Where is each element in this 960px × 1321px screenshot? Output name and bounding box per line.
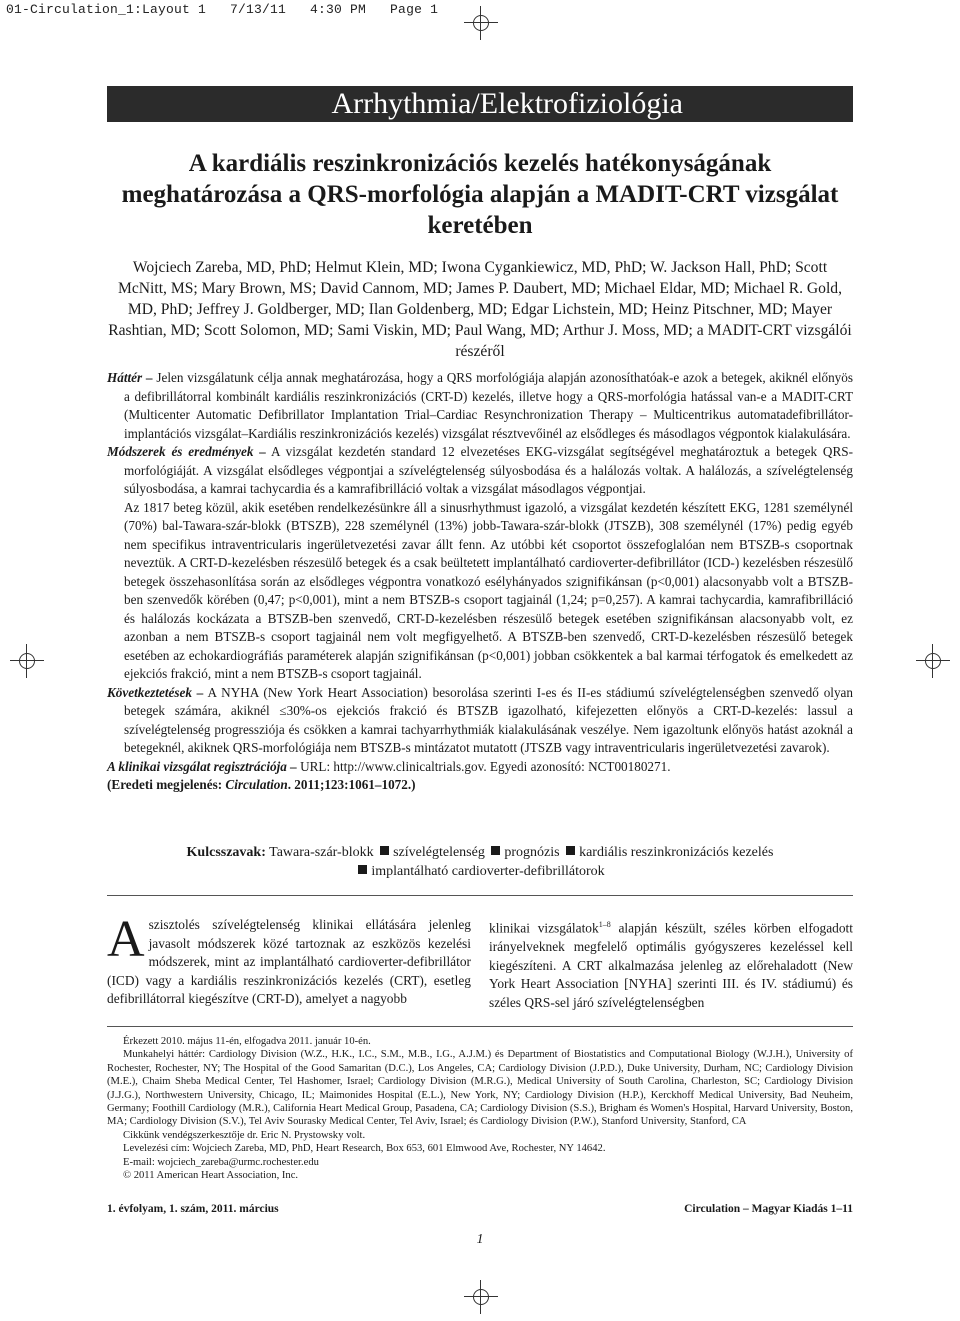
abstract-methods: Módszerek és eredmények – A vizsgálat kezdetén standard 12 elvezetéses EKG-vizsgálat segítségével meghatároztuk a betegek QRS-morfológiáját. A vizsgálat elsődleges végpontjai a szívelégtelenség súlyosbodása és a halálozás voltak. A halálozás, a szívelégtelenség súlyosbodása, a kamrai tachycardia és a kamrafibrilláció voltak a vizsgálat másodlagos végpontjai. [107, 444, 853, 496]
abstract-results: Az 1817 beteg közül, akik esetében rendelkezésünkre áll a sinusrhythmust igazoló, a vizsgálat kezdetén készített EKG, 1281 személynél (70%) bal-Tawara-szár-blokk (BTSZB), 228 személynél (13%) jobb-Tawara-szár-blokk (JTSZB), 308 személynél (17%) pedig egyéb nem specifikus intraventricularis ingerületvezetési zavar állt fenn. Az utóbbi két csoportot összefoglalóan nem BTSZB-s csoportnak neveztük. A CRT-D-kezelésben részesülő betegek és a csak beültetett implantálható cardioverter-defibrillátor (ICD-) kezelésben részesülő betegek összehasonlítása során az elsődleges végpontra vonatkozó esélyhányados szignifikánsan (p<0,001) alacsonyabb volt a BTSZB-ben szenvedők körében (0,47; p<0,001), mint a nem BTSZB-s csoport tagjainál (1,24; p=0,257). A kamrai tachycardia, kamrafibrilláció és halálozás kockázata a BTSZB-ben szenvedő, CRT-D-kezelésben részesülő betegek esetében szignifikánsan alacsonyabb volt, ez azonban a nem BTSZB-s csoport tagjainál nem volt megfigyelhető. A BTSZB-ben szenvedő, CRT-D-kezelésben részesülő betegek esetében az echokardiográfiás paraméterek alapján szignifikánsan (p<0,001) jobban csökkentek a bal karmai térfogatok és emelkedett az ejekciós frakció, mint a nem BTSZB-s csoport tagjainál. [124, 499, 853, 681]
keyword: prognózis [504, 845, 560, 860]
section-header [107, 86, 853, 122]
drop-cap: A [107, 911, 145, 968]
keywords [107, 843, 853, 881]
abstract-label: Háttér – [107, 370, 153, 385]
crop-mark-icon [16, 650, 38, 672]
footnote: Munkahelyi háttér: Cardiology Division (W.Z., H.K., I.C., S.M., M.B., I.G., A.J.M.) és Department of Biostatistics and Computational Biology (W.J.H.), University of Rochester, Rochester, NY; The Hospital of the Good Samaritan (D.C.), Los Angeles, CA; Cardiology Division (J.P.D.), Duke University, Durham, NC; Cardiology Division (M.E.), Chaim Sheba Medical Center, Tel Hashomer, Israel; Cardiology Division (M.R.G.), Medical University of South Carolina, Charleston, SC; Cardiology Division (J.J.G.), Northwestern University, Chicago, IL; Maimonides Hospital (E.L.), New York, NY; Cardiology Division (H.P.), Kerckhoff Medical University, Bad Neuheim, Germany; Foothill Cardiology (M.R.), California Heart Medical Group, Pasadena, CA; Cardiology Division (S.S.), Brigham és Women's Hospital, Harvard University, Boston, MA; Cardiology Division (S.V.), Tel Aviv Sourasky Medical Center, Tel Aviv, Israel; és Cardiology Division (P.W.), Stanford University, Stanford, CA [107, 1049, 853, 1128]
article-title: A kardiális reszinkronizációs kezelés hatékonyságának meghatározása a QRS-morfológia alapján a MADIT-CRT vizsgálat keretében [121, 150, 839, 239]
bullet-square-icon [491, 846, 500, 855]
bullet-square-icon [358, 865, 367, 874]
crop-mark-icon [922, 650, 944, 672]
divider [107, 895, 853, 896]
abstract-registration: A klinikai vizsgálat regisztrációja – URL: http://www.clinicaltrials.gov. Egyedi azonosító: NCT00180271. [107, 758, 671, 774]
body-column-left: Aszisztolés szívelégtelenség klinikai ellátására jelenleg javasolt módszerek közé tartoznak az eszközös kezelési módszerek, mint az implantálható cardioverter-defibrillátor (ICD) vagy a kardiális reszinkronizációs kezelés (CRT), esetleg defibrillátorral kiegészítve (CRT-D), amelyet a nagyobb [107, 911, 471, 1007]
footnote: E-mail: wojciech_zareba@urmc.rochester.edu [123, 1156, 319, 1168]
keyword: kardiális reszinkronizációs kezelés [579, 845, 774, 860]
keyword: szívelégtelenség [393, 845, 485, 860]
divider [107, 1026, 853, 1027]
abstract [107, 369, 853, 795]
body-column-right: klinikai vizsgálatok$^{1-8}$ alapján készült, széles körben elfogadott irányelveknek megfelelő optimális gyógyszeres kezeléssel kell kiegészíteni. A CRT alkalmazása jelenleg az előrehaladott (New York Heart Association [NYHA] szerinti III. és IV. stádiumú) és széles QRS-sel járó szívelégtelenségben [489, 920, 853, 1010]
keyword: Tawara-szár-blokk [269, 845, 374, 860]
crop-mark-icon [470, 12, 492, 34]
crop-mark-icon [470, 1286, 492, 1308]
section-title: Arrhythmia/Elektrofiziológia [331, 87, 683, 120]
footnote: © 2011 American Heart Association, Inc. [123, 1170, 299, 1182]
footnote: Cikkünk vendégszerkesztője dr. Eric N. Prystowsky volt. [123, 1129, 366, 1141]
abstract-label: A klinikai vizsgálat regisztrációja – [107, 758, 297, 774]
footnotes [107, 1035, 853, 1182]
footer-issue: 1. évfolyam, 1. szám, 2011. március [107, 1203, 279, 1215]
keywords-label: Kulcsszavak: [186, 845, 266, 860]
abstract-background: Háttér – Jelen vizsgálatunk célja annak meghatározása, hogy a QRS morfológiája alapján azonosíthatóak-e azok a betegek, akiknél előnyös a defibrillátorral kombinált kardiális reszinkronizációs (CRT-D) kezelés, illetve hogy a QRS-morfológia hatással van-e a MADIT-CRT (Multicenter Automatic Defibrillator Implantation Trial–Cardiac Resynchronization Therapy – Multicentrikus automatadefibrillátor-implantációs vizsgálat–Kardiális reszinkronizációs kezelés) vizsgálat résztvevőinél az elsődleges és másodlagos végpontok kialakulására. [107, 370, 854, 441]
abstract-label: Következtetések – [107, 684, 204, 700]
footnote: Levelezési cím: Wojciech Zareba, MD, PhD, Heart Research, Box 653, 601 Elmwood Ave, Rochester, NY 14642. [123, 1143, 606, 1155]
bullet-square-icon [380, 846, 389, 855]
print-slug: 01-Circulation_1:Layout 1 7/13/11 4:30 PM Page 1 [6, 2, 439, 17]
abstract-conclusions: Következtetések – A NYHA (New York Heart Association) besorolása szerinti I-es és II-es stádiumú szívelégtelenségben szenvedő olyan betegek számára, akiknél ≤30%-os ejekciós frakció és BTSZB igazolható, kifejezetten előnyös a CRT-D-kezelés: lassul a szívelégtelenség progressziója és csökken a kamrai tachyarrhythmiák kialakulásának veszélye. Nem igazoltunk előnyös hatást azoknál a betegeknél, akiknek QRS-morfológiája nem BTSZB-s mintázatot mutatott (JTSZB vagy intraventricularis ingerületvezetési zavarok). [107, 684, 853, 755]
keyword: implantálható cardioverter-defibrillátorok [371, 864, 605, 879]
bullet-square-icon [566, 846, 575, 855]
page-number: 1 [476, 1232, 484, 1247]
original-publication: (Eredeti megjelenés: Circulation. 2011;123:1061–1072.) [107, 777, 416, 792]
footnote: Érkezett 2010. május 11-én, elfogadva 2011. január 10-én. [123, 1036, 371, 1047]
abstract-label: Módszerek és eredmények – [107, 444, 266, 459]
author-list: Wojciech Zareba, MD, PhD; Helmut Klein, MD; Iwona Cygankiewicz, MD, PhD; W. Jackson Hall, PhD; Scott McNitt, MS; Mary Brown, MS; David Cannom, MD; James P. Daubert, MD; Michael Eldar, MD; Michael R. Gold, MD, PhD; Jeffrey J. Goldberger, MD; Ilan Goldenberg, MD; Edgar Lichstein, MD; Heinz Pitschner, MD; Mayer Rashtian, MD; Scott Solomon, MD; Sami Viskin, MD; Paul Wang, MD; Arthur J. Moss, MD; a MADIT-CRT vizsgálói részéről [108, 259, 852, 360]
footer-journal: Circulation – Magyar Kiadás 1–11 [684, 1203, 853, 1215]
